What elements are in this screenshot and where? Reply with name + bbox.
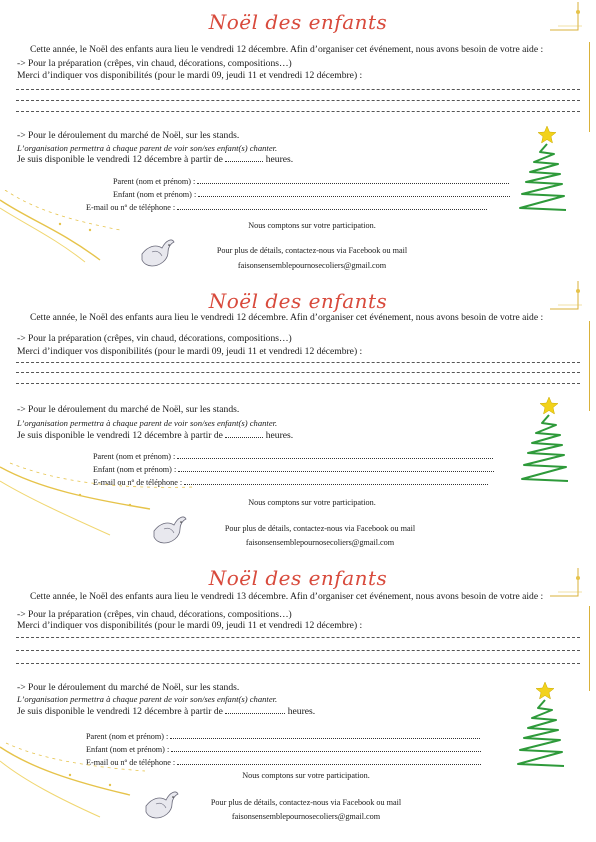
hour-field[interactable] — [225, 153, 263, 162]
availability-line — [17, 429, 293, 442]
details-text: Pour plus de détails, contactez-nous via Facebook ou mail — [224, 524, 416, 533]
parent-label: Parent (nom et prénom) : — [93, 452, 176, 461]
contact-email: faisonsensemblepournosecoliers@gmail.com — [231, 812, 381, 821]
availability-suffix: heures. — [287, 706, 316, 717]
contact-field[interactable] — [184, 476, 488, 485]
preparation-heading: -> Pour la préparation (crêpes, vin chaud, décorations, compositions…) — [17, 333, 292, 344]
answer-line[interactable] — [16, 663, 580, 664]
contact-email: faisonsensemblepournosecoliers@gmail.com — [237, 261, 387, 270]
preparation-request: Merci d’indiquer vos disponibilités (pour le mardi 09, jeudi 11 et vendredi 12 décembre) : — [17, 346, 363, 357]
availability-suffix: heures. — [265, 430, 294, 441]
registration-slip — [0, 556, 596, 834]
right-border-line — [589, 321, 590, 411]
child-label: Enfant (nom et prénom) : — [86, 745, 170, 754]
availability-prefix: Je suis disponible le vendredi 12 décembre à partir de — [17, 154, 223, 165]
answer-line[interactable] — [16, 650, 580, 651]
preparation-request: Merci d’indiquer vos disponibilités (pour le mardi 09, jeudi 11 et vendredi 12 décembre) : — [17, 620, 363, 631]
hour-field[interactable] — [225, 705, 285, 714]
dove-icon — [150, 513, 190, 549]
market-heading: -> Pour le déroulement du marché de Noël, sur les stands. — [17, 130, 240, 141]
slip-title: Noël des enfants — [208, 566, 388, 590]
intro-text: Cette année, le Noël des enfants aura lieu le vendredi 12 décembre. Afin d’organiser cet événement, nous avons besoin de votre aide : — [30, 44, 544, 55]
star-icon — [536, 682, 554, 699]
christmas-tree-icon — [508, 680, 568, 772]
dove-icon — [142, 788, 182, 824]
star-icon — [538, 126, 556, 143]
closing-text: Nous comptons sur votre participation. — [248, 221, 376, 230]
market-heading: -> Pour le déroulement du marché de Noël, sur les stands. — [17, 682, 240, 693]
details-text: Pour plus de détails, contactez-nous via Facebook ou mail — [210, 798, 402, 807]
contact-row — [86, 201, 487, 214]
registration-slip — [0, 279, 596, 557]
contact-email: faisonsensemblepournosecoliers@gmail.com — [245, 538, 395, 547]
gold-swirl-decoration — [0, 190, 130, 265]
right-border-line — [589, 42, 590, 132]
right-border-line — [589, 606, 590, 691]
parent-name-field[interactable] — [197, 175, 509, 184]
availability-suffix: heures. — [265, 154, 294, 165]
child-name-field[interactable] — [171, 743, 481, 752]
closing-text: Nous comptons sur votre participation. — [242, 771, 370, 780]
availability-line — [17, 705, 315, 718]
registration-slip — [0, 0, 596, 278]
slip-title: Noël des enfants — [208, 10, 388, 34]
child-name-field[interactable] — [178, 463, 494, 472]
dove-icon — [138, 236, 178, 272]
contact-label: E-mail ou nº de téléphone : — [86, 758, 176, 767]
closing-text: Nous comptons sur votre participation. — [248, 498, 376, 507]
availability-prefix: Je suis disponible le vendredi 12 décembre à partir de — [17, 430, 223, 441]
parent-name-field[interactable] — [177, 450, 493, 459]
answer-line[interactable] — [16, 111, 580, 112]
child-row — [113, 188, 510, 201]
preparation-request: Merci d’indiquer vos disponibilités (pour le mardi 09, jeudi 11 et vendredi 12 décembre) : — [17, 70, 363, 81]
market-note: L’organisation permettra à chaque parent de voir son/ses enfant(s) chanter. — [17, 418, 278, 428]
answer-line[interactable] — [16, 362, 580, 363]
hour-field[interactable] — [225, 429, 263, 438]
contact-label: E-mail ou nº de téléphone : — [93, 478, 183, 487]
details-text: Pour plus de détails, contactez-nous via Facebook ou mail — [216, 246, 408, 255]
answer-line[interactable] — [16, 383, 580, 384]
child-label: Enfant (nom et prénom) : — [93, 465, 177, 474]
availability-line — [17, 153, 293, 166]
answer-line[interactable] — [16, 637, 580, 638]
gold-swirl-decoration — [0, 741, 150, 821]
contact-label: E-mail ou nº de téléphone : — [86, 203, 176, 212]
parent-label: Parent (nom et prénom) : — [86, 732, 169, 741]
parent-label: Parent (nom et prénom) : — [113, 177, 196, 186]
answer-line[interactable] — [16, 372, 580, 373]
christmas-tree-icon — [510, 124, 570, 216]
contact-field[interactable] — [177, 756, 481, 765]
preparation-heading: -> Pour la préparation (crêpes, vin chaud, décorations, compositions…) — [17, 609, 292, 620]
intro-text: Cette année, le Noël des enfants aura lieu le vendredi 12 décembre. Afin d’organiser cet événement, nous avons besoin de votre aide : — [30, 312, 544, 323]
slip-title: Noël des enfants — [208, 289, 388, 313]
market-heading: -> Pour le déroulement du marché de Noël, sur les stands. — [17, 404, 240, 415]
child-name-field[interactable] — [198, 188, 510, 197]
preparation-heading: -> Pour la préparation (crêpes, vin chaud, décorations, compositions…) — [17, 58, 292, 69]
star-icon — [540, 397, 558, 414]
child-label: Enfant (nom et prénom) : — [113, 190, 197, 199]
parent-row — [113, 175, 509, 188]
parent-name-field[interactable] — [170, 730, 480, 739]
availability-prefix: Je suis disponible le vendredi 12 décembre à partir de — [17, 706, 223, 717]
answer-line[interactable] — [16, 89, 580, 90]
contact-field[interactable] — [177, 201, 487, 210]
market-note: L’organisation permettra à chaque parent de voir son/ses enfant(s) chanter. — [17, 143, 278, 153]
intro-text: Cette année, le Noël des enfants aura lieu le vendredi 13 décembre. Afin d’organiser cet événement, nous avons besoin de votre aide : — [30, 591, 544, 602]
market-note: L’organisation permettra à chaque parent de voir son/ses enfant(s) chanter. — [17, 694, 278, 704]
christmas-tree-icon — [512, 395, 572, 487]
answer-line[interactable] — [16, 100, 580, 101]
